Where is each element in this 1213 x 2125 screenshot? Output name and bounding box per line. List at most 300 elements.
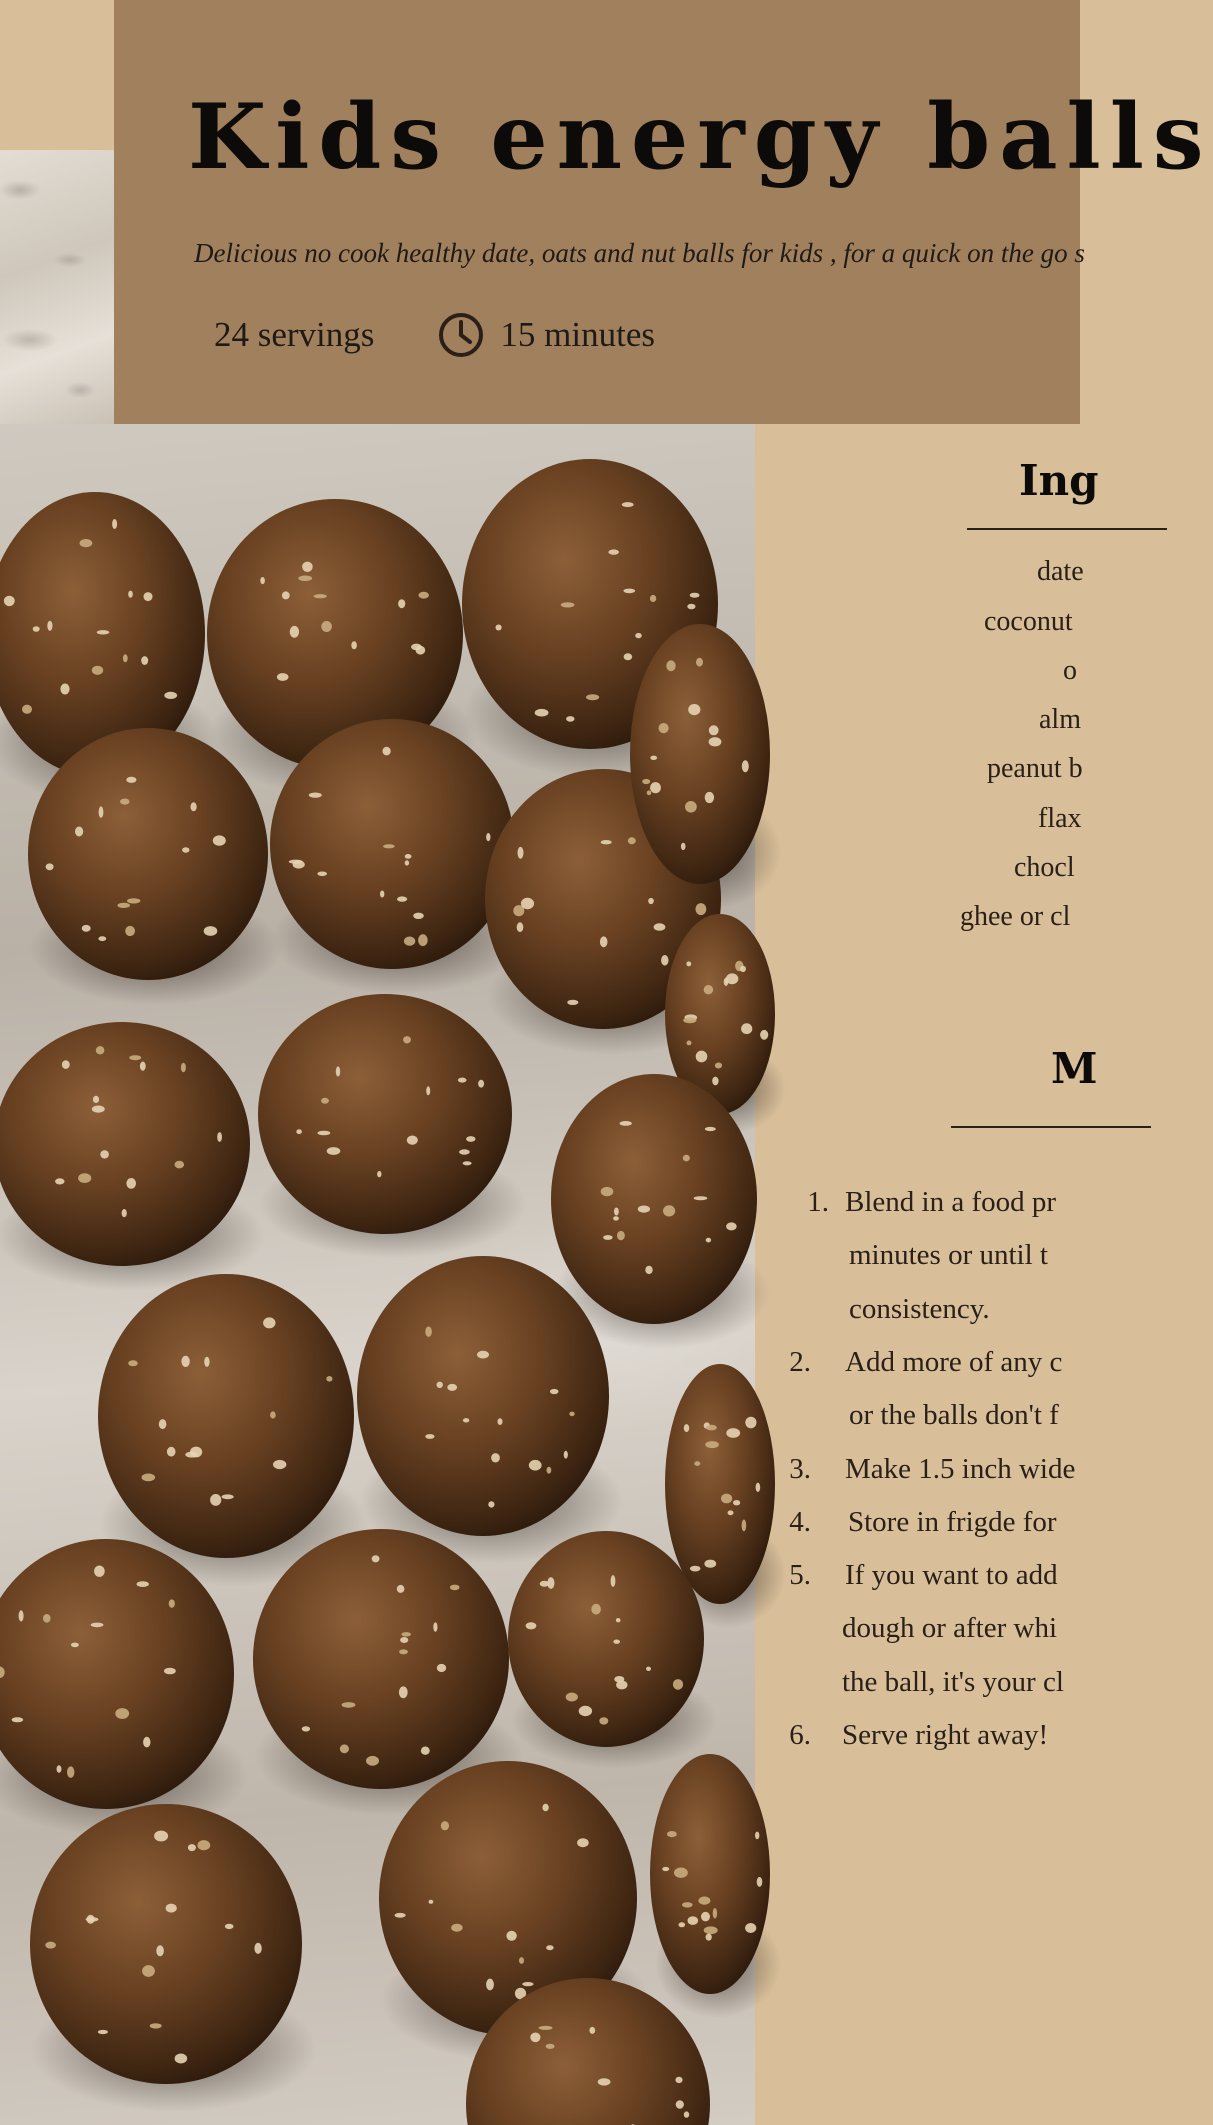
nut-speckle — [673, 1679, 683, 1690]
marble-countertop — [0, 150, 114, 430]
nut-speckle — [128, 1360, 138, 1366]
step-text: minutes or until t — [849, 1239, 1048, 1271]
nut-speckle — [728, 1510, 734, 1515]
nut-speckle — [561, 602, 575, 607]
nut-speckle — [57, 1765, 62, 1772]
nut-speckle — [599, 1717, 608, 1724]
nut-speckle — [190, 1447, 202, 1458]
nut-speckle — [117, 903, 130, 908]
nut-speckle — [129, 1055, 141, 1060]
nut-speckle — [447, 1384, 457, 1391]
ingredient-item: flax — [1038, 803, 1082, 834]
nut-speckle — [273, 1460, 286, 1469]
nut-speckle — [566, 716, 574, 722]
nut-speckle — [137, 1581, 149, 1587]
nut-speckle — [217, 1132, 222, 1142]
nut-speckle — [663, 1205, 675, 1216]
nut-speckle — [704, 985, 713, 994]
energy-ball — [0, 1022, 250, 1266]
nut-speckle — [577, 1838, 589, 1847]
nut-speckle — [191, 802, 197, 811]
nut-speckle — [526, 1622, 537, 1629]
nut-speckle — [169, 1599, 175, 1607]
nut-speckle — [425, 1434, 434, 1439]
ingredient-item: alm — [1039, 704, 1081, 735]
nut-speckle — [126, 777, 136, 783]
recipe-header — [114, 0, 1213, 424]
ingredient-item: coconut — [984, 606, 1073, 637]
nut-speckle — [463, 1418, 469, 1422]
nut-speckle — [175, 1161, 185, 1169]
nut-speckle — [314, 594, 327, 598]
nut-speckle — [498, 1418, 503, 1425]
nut-speckle — [154, 1831, 168, 1842]
nut-speckle — [491, 1453, 500, 1462]
nut-speckle — [164, 1668, 176, 1675]
nut-speckle — [635, 633, 642, 638]
nut-speckle — [638, 1206, 650, 1213]
nut-speckle — [12, 1717, 24, 1722]
energy-ball — [270, 719, 514, 969]
nut-speckle — [519, 1957, 524, 1964]
nut-speckle — [683, 1017, 696, 1023]
nut-speckle — [628, 837, 636, 844]
step-text: Serve right away! — [842, 1719, 1049, 1751]
nut-speckle — [713, 1908, 717, 1919]
nut-speckle — [542, 1804, 548, 1812]
nut-speckle — [546, 1945, 553, 1950]
nut-speckle — [757, 1877, 763, 1887]
nut-speckle — [94, 1566, 105, 1577]
nut-speckle — [437, 1382, 443, 1388]
step-text: the ball, it's your cl — [842, 1666, 1064, 1698]
nut-speckle — [742, 760, 749, 772]
nut-speckle — [579, 1706, 592, 1716]
nut-speckle — [569, 1412, 574, 1417]
step-text: If you want to add — [845, 1559, 1058, 1591]
nut-speckle — [197, 1840, 210, 1850]
nut-speckle — [263, 1317, 275, 1328]
nut-speckle — [547, 1467, 552, 1474]
nut-speckle — [517, 922, 524, 932]
nut-speckle — [405, 860, 409, 865]
nut-speckle — [518, 847, 524, 859]
nut-speckle — [181, 1356, 189, 1367]
nut-speckle — [564, 1451, 568, 1459]
nut-speckle — [617, 1231, 625, 1240]
nut-speckle — [650, 595, 656, 602]
nut-speckle — [650, 782, 661, 793]
nut-speckle — [398, 599, 405, 608]
nut-speckle — [684, 2111, 689, 2117]
step-text: or the balls don't f — [849, 1399, 1059, 1431]
nut-speckle — [98, 2030, 108, 2034]
nut-speckle — [705, 1441, 719, 1448]
nut-speckle — [166, 1904, 177, 1913]
nut-speckle — [296, 1129, 302, 1134]
nut-speckle — [98, 936, 106, 941]
nut-speckle — [709, 737, 722, 746]
nut-speckle — [277, 673, 289, 681]
nut-speckle — [624, 653, 633, 660]
step-text: Store in frigde for — [848, 1506, 1057, 1538]
nut-speckle — [745, 1923, 756, 1933]
clock-icon — [438, 312, 484, 358]
nut-speckle — [688, 1916, 699, 1925]
nut-speckle — [222, 1494, 234, 1499]
nut-speckle — [521, 898, 534, 909]
energy-ball — [30, 1804, 302, 2084]
nut-speckle — [80, 539, 93, 547]
nut-speckle — [182, 847, 189, 852]
nut-speckle — [302, 562, 313, 572]
nut-speckle — [674, 1868, 688, 1878]
nut-speckle — [529, 1460, 542, 1471]
nut-speckle — [740, 966, 746, 972]
nut-speckle — [646, 1667, 651, 1671]
nut-speckle — [496, 625, 502, 631]
nut-speckle — [270, 1411, 276, 1418]
nut-speckle — [75, 827, 83, 837]
nut-speckle — [96, 1046, 105, 1054]
nut-speckle — [377, 1171, 381, 1177]
nut-speckle — [213, 835, 226, 845]
energy-ball — [551, 1074, 757, 1324]
nut-speckle — [99, 806, 104, 817]
nut-speckle — [340, 1744, 349, 1753]
nut-speckle — [705, 1127, 716, 1131]
nut-speckle — [302, 1726, 310, 1731]
recipe-title: Kids energy balls — [188, 84, 1213, 190]
nut-speckle — [600, 936, 608, 947]
nut-speckle — [535, 709, 549, 717]
nut-speckle — [401, 1632, 411, 1636]
nut-speckle — [684, 1424, 689, 1432]
nut-speckle — [659, 723, 669, 733]
nut-speckle — [254, 1943, 261, 1954]
nut-speckle — [486, 833, 490, 841]
nut-speckle — [458, 1078, 467, 1083]
nut-speckle — [704, 1926, 718, 1934]
nut-speckle — [128, 591, 133, 598]
nut-speckle — [372, 1555, 380, 1562]
nut-speckle — [86, 1917, 99, 1922]
step-number: 4. — [789, 1506, 811, 1538]
nut-speckle — [400, 1637, 408, 1643]
nut-speckle — [712, 1077, 718, 1086]
method-divider — [951, 1126, 1151, 1128]
nut-speckle — [43, 1614, 51, 1623]
recipe-meta — [214, 310, 655, 360]
method-heading: M — [1051, 1044, 1098, 1093]
nut-speckle — [690, 593, 700, 598]
nut-speckle — [450, 1585, 460, 1591]
nut-speckle — [726, 1222, 737, 1230]
nut-speckle — [623, 589, 635, 594]
nut-speckle — [150, 2023, 162, 2028]
nut-speckle — [204, 926, 218, 936]
nut-speckle — [425, 1327, 432, 1337]
nut-speckle — [419, 592, 429, 599]
nut-speckle — [601, 1187, 614, 1196]
nut-speckle — [546, 2044, 555, 2049]
nut-speckle — [620, 1121, 632, 1126]
nut-speckle — [648, 898, 654, 904]
nut-speckle — [67, 1766, 74, 1777]
nut-speckle — [715, 1063, 722, 1069]
nut-speckle — [530, 2033, 540, 2043]
nut-speckle — [100, 1150, 109, 1158]
nut-speckle — [403, 1036, 411, 1043]
nut-speckle — [298, 576, 312, 582]
nut-speckle — [667, 1831, 677, 1837]
nut-speckle — [204, 1357, 209, 1367]
nut-speckle — [598, 2078, 611, 2085]
energy-ball — [28, 728, 268, 980]
nut-speckle — [705, 792, 714, 803]
nut-speckle — [293, 860, 305, 868]
prep-duration: 15 minutes — [500, 315, 655, 354]
energy-ball — [98, 1274, 354, 1558]
step-text: consistency. — [849, 1293, 990, 1325]
nut-speckle — [188, 1844, 196, 1851]
nut-speckle — [321, 621, 332, 632]
nut-speckle — [477, 1351, 489, 1359]
ingredients-divider — [967, 528, 1167, 530]
step-text: Make 1.5 inch wide — [845, 1453, 1076, 1485]
nut-speckle — [685, 801, 697, 813]
nut-speckle — [589, 2027, 595, 2034]
nut-speckle — [616, 1680, 627, 1689]
nut-speckle — [127, 898, 140, 903]
nut-speckle — [421, 1747, 430, 1755]
nut-speckle — [141, 656, 148, 665]
nut-speckle — [22, 705, 32, 714]
nut-speckle — [608, 549, 619, 554]
nut-speckle — [404, 937, 415, 946]
nut-speckle — [164, 692, 177, 699]
nut-speckle — [282, 591, 290, 599]
nut-speckle — [397, 1585, 405, 1593]
nut-speckle — [123, 654, 128, 662]
energy-ball — [357, 1256, 609, 1536]
nut-speckle — [698, 1897, 710, 1905]
nut-speckle — [112, 519, 117, 529]
nut-speckle — [675, 2077, 682, 2083]
nut-speckle — [93, 1096, 99, 1103]
nut-speckle — [142, 1965, 155, 1977]
nut-speckle — [681, 843, 686, 850]
nut-speckle — [701, 1912, 710, 1922]
ingredients-section — [755, 424, 1099, 1024]
nut-speckle — [380, 891, 384, 898]
nut-speckle — [662, 1867, 669, 1871]
nut-speckle — [342, 1702, 356, 1708]
nut-speckle — [210, 1494, 221, 1506]
nut-speckle — [755, 1832, 759, 1840]
nut-speckle — [175, 2054, 188, 2064]
nut-speckle — [642, 779, 650, 784]
nut-speckle — [181, 1063, 186, 1072]
nut-speckle — [650, 756, 657, 760]
nut-speckle — [405, 854, 412, 859]
nut-speckle — [566, 1693, 578, 1702]
ingredient-item: ghee or cl — [960, 901, 1071, 932]
nut-speckle — [683, 1155, 690, 1162]
nut-speckle — [437, 1664, 446, 1672]
nut-speckle — [687, 1041, 692, 1046]
ingredient-item: date — [1037, 556, 1084, 587]
energy-ball — [258, 994, 512, 1234]
nut-speckle — [260, 577, 265, 584]
nut-speckle — [726, 973, 739, 984]
nut-speckle — [416, 646, 426, 655]
nut-speckle — [327, 1147, 341, 1155]
nut-speckle — [733, 1500, 740, 1505]
nut-speckle — [71, 1643, 79, 1648]
nut-speckle — [586, 694, 599, 700]
nut-speckle — [696, 658, 703, 667]
nut-speckle — [321, 1098, 329, 1104]
nut-speckle — [706, 1238, 711, 1243]
nut-speckle — [97, 630, 110, 634]
step-number: 5. — [789, 1559, 811, 1591]
nut-speckle — [290, 626, 299, 638]
ingredient-item: peanut b — [987, 753, 1083, 784]
nut-speckle — [351, 641, 357, 649]
nut-speckle — [687, 604, 695, 610]
nut-speckle — [688, 704, 700, 715]
nut-speckle — [614, 1208, 619, 1216]
step-number: 2. — [789, 1346, 811, 1378]
nut-speckle — [399, 1686, 408, 1698]
nut-speckle — [126, 1178, 136, 1189]
nut-speckle — [645, 1266, 652, 1274]
nut-speckle — [318, 1131, 331, 1136]
nut-speckle — [418, 934, 428, 946]
nut-speckle — [690, 1566, 701, 1572]
nut-speckle — [741, 1023, 752, 1034]
nut-speckle — [142, 1474, 156, 1482]
nut-speckle — [407, 1136, 418, 1145]
nut-speckle — [82, 925, 91, 932]
nut-speckle — [686, 961, 691, 966]
nut-speckle — [395, 1913, 406, 1918]
nut-speckle — [55, 1178, 64, 1184]
step-text: dough or after whi — [842, 1612, 1058, 1644]
step-number: 6. — [789, 1719, 811, 1751]
energy-ball — [650, 1754, 770, 1994]
nut-speckle — [336, 1066, 340, 1076]
method-section — [755, 1024, 1098, 1784]
nut-speckle — [459, 1149, 470, 1154]
nut-speckle — [726, 1428, 740, 1438]
step-number: 3. — [789, 1453, 811, 1485]
nut-speckle — [309, 793, 322, 798]
nut-speckle — [91, 1623, 104, 1628]
nut-speckle — [399, 1649, 408, 1654]
nut-speckle — [539, 2026, 553, 2030]
nut-speckle — [120, 799, 129, 805]
nut-speckle — [601, 840, 612, 844]
nut-speckle — [144, 592, 153, 601]
nut-speckle — [167, 1447, 176, 1457]
nut-speckle — [115, 1708, 129, 1719]
nut-speckle — [426, 1086, 430, 1095]
nut-speckle — [506, 1931, 516, 1941]
nut-speckle — [694, 1196, 708, 1200]
nut-speckle — [706, 1425, 717, 1431]
nut-speckle — [613, 1216, 619, 1220]
nut-speckle — [225, 1924, 234, 1929]
nut-speckle — [60, 684, 69, 695]
nut-speckle — [694, 1461, 700, 1466]
nut-speckle — [613, 1640, 620, 1644]
nut-speckle — [47, 621, 52, 631]
nut-speckle — [682, 1902, 693, 1907]
nut-speckle — [591, 1604, 601, 1615]
ingredient-item: chocl — [1014, 852, 1075, 883]
nut-speckle — [488, 1501, 494, 1507]
nut-speckle — [383, 747, 391, 756]
nut-speckle — [696, 1051, 708, 1063]
nut-speckle — [122, 1209, 127, 1217]
nut-speckle — [679, 1922, 686, 1927]
nut-speckle — [451, 1924, 462, 1932]
nut-speckle — [45, 1942, 56, 1949]
nut-speckle — [486, 1979, 494, 1991]
nut-speckle — [478, 1080, 484, 1088]
nut-speckle — [709, 725, 719, 735]
nut-speckle — [46, 863, 54, 870]
nut-speckle — [622, 502, 634, 507]
ingredients-heading: Ing — [1019, 456, 1099, 505]
step-number: 1. — [807, 1186, 829, 1218]
nut-speckle — [676, 2100, 684, 2109]
nut-speckle — [62, 1060, 70, 1069]
nut-speckle — [567, 1000, 578, 1005]
energy-balls-illustration — [0, 424, 755, 2125]
nut-speckle — [647, 790, 652, 795]
nut-speckle — [661, 955, 668, 966]
nut-speckle — [721, 1494, 732, 1504]
nut-speckle — [611, 1575, 616, 1587]
ingredient-item: o — [1063, 655, 1077, 686]
energy-ball — [508, 1531, 704, 1747]
corner-background — [0, 0, 114, 150]
nut-speckle — [666, 660, 675, 671]
nut-speckle — [156, 1945, 164, 1956]
nut-speckle — [466, 1136, 475, 1142]
nut-speckle — [696, 903, 707, 915]
nut-speckle — [125, 926, 135, 936]
nut-speckle — [397, 896, 407, 901]
nut-speckle — [140, 1062, 146, 1071]
energy-balls-photo — [0, 424, 755, 2125]
nut-speckle — [522, 1982, 533, 1986]
nut-speckle — [441, 1821, 449, 1830]
nut-speckle — [429, 1900, 434, 1904]
nut-speckle — [33, 626, 40, 632]
nut-speckle — [706, 1934, 712, 1941]
nut-speckle — [366, 1756, 379, 1766]
nut-speckle — [547, 1577, 554, 1589]
nut-speckle — [413, 913, 424, 919]
recipe-subtitle: Delicious no cook healthy date, oats and nut balls for kids , for a quick on the go s — [194, 238, 1085, 268]
nut-speckle — [78, 1173, 91, 1183]
nut-speckle — [433, 1622, 437, 1631]
nut-speckle — [92, 666, 103, 675]
